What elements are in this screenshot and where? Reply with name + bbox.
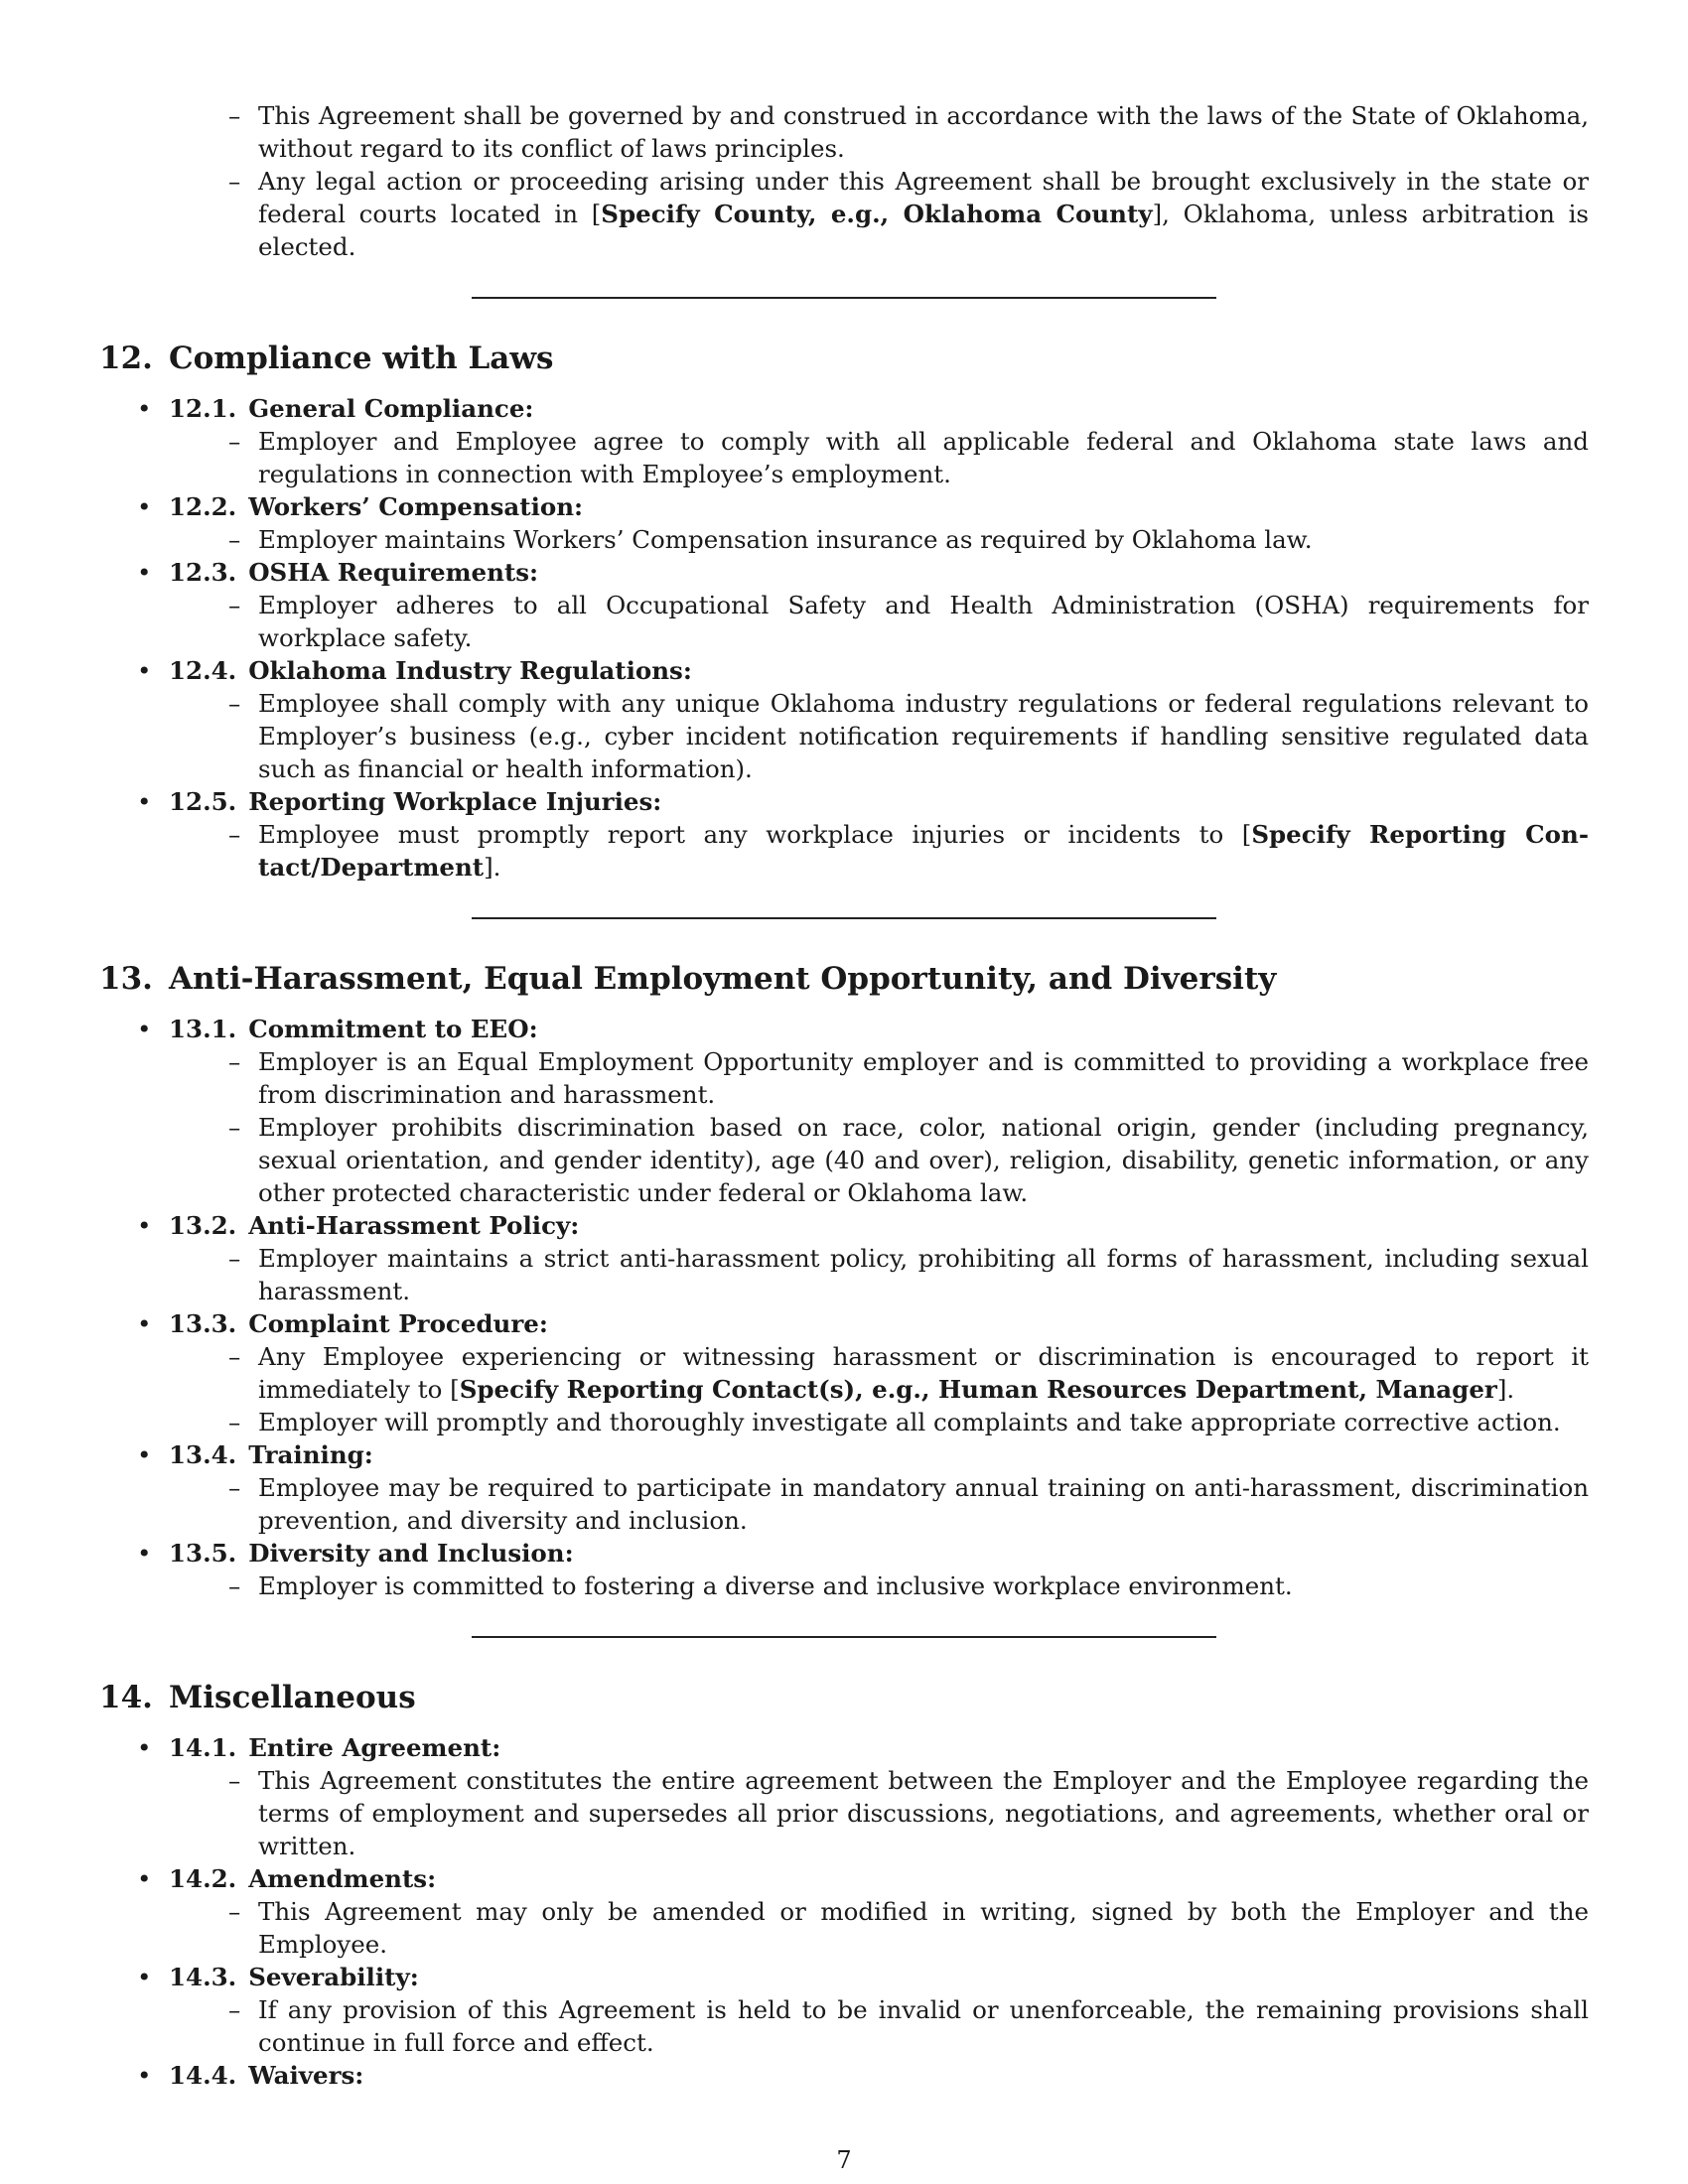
page-number: 7 xyxy=(836,2146,852,2174)
dash-marker: – xyxy=(228,167,241,196)
list-item xyxy=(99,2059,1589,2092)
item-heading xyxy=(169,1438,1589,1471)
item-heading xyxy=(169,1731,1589,1764)
placeholder-text: Specify County, e.g., Oklahoma County xyxy=(601,200,1153,228)
list-item xyxy=(99,556,1589,654)
section-divider xyxy=(472,297,1216,299)
item-heading xyxy=(169,1862,1589,1895)
sub-item xyxy=(228,687,1589,785)
item-number: 13.2. xyxy=(169,1211,237,1240)
item-number: 14.1. xyxy=(169,1733,237,1762)
list-item xyxy=(99,1438,1589,1537)
dash-marker: – xyxy=(228,1571,241,1600)
clause-text: ], Oklahoma, unless arbitration is elected. xyxy=(258,200,1589,261)
section-number: 12. xyxy=(99,341,153,376)
dash-marker: – xyxy=(228,101,241,130)
item-heading xyxy=(169,654,1589,687)
section-heading xyxy=(99,339,1589,378)
item-title: Workers’ Compensation: xyxy=(248,492,584,521)
bullet-icon: • xyxy=(137,492,152,521)
governing-law-clauses xyxy=(228,99,1589,263)
bullet-icon: • xyxy=(137,787,152,816)
item-heading xyxy=(169,2059,1589,2092)
bullet-icon: • xyxy=(137,1309,152,1338)
bullet-icon: • xyxy=(137,656,152,685)
item-title: Anti-Harassment Policy: xyxy=(248,1211,580,1240)
sub-item-list xyxy=(228,425,1589,490)
dash-marker: – xyxy=(228,1473,241,1502)
bullet-icon: • xyxy=(137,1963,152,1991)
item-number: 12.2. xyxy=(169,492,237,521)
section-title: Anti-Harassment, Equal Employment Opportunity, and Diversity xyxy=(168,961,1277,997)
clause-text: This Agreement shall be governed by and construed in accordance with the laws of the State of Oklahoma, without regard to its conflict of laws principles. xyxy=(258,101,1589,163)
sub-item-list xyxy=(228,1993,1589,2059)
sub-item xyxy=(228,1570,1589,1602)
bullet-icon: • xyxy=(137,1015,152,1043)
section-heading xyxy=(99,959,1589,999)
item-title: Severability: xyxy=(248,1963,419,1991)
dash-marker: – xyxy=(228,591,241,619)
list-item xyxy=(99,1209,1589,1307)
sub-item xyxy=(228,1340,1589,1406)
sub-item xyxy=(228,1895,1589,1961)
item-title: Amendments: xyxy=(248,1864,437,1893)
bullet-icon: • xyxy=(137,394,152,423)
dash-marker: – xyxy=(228,1047,241,1076)
list-item xyxy=(99,785,1589,884)
sub-item-list xyxy=(228,523,1589,556)
list-item xyxy=(99,1013,1589,1209)
clause-text: Employer will promptly and thoroughly investigate all complaints and take appropriate corrective action. xyxy=(258,1408,1561,1436)
item-title: Entire Agreement: xyxy=(248,1733,501,1762)
item-title: Commitment to EEO: xyxy=(248,1015,538,1043)
sub-item-list xyxy=(228,1340,1589,1438)
sub-item xyxy=(228,425,1589,490)
item-number: 12.1. xyxy=(169,394,237,423)
dash-marker: – xyxy=(228,1342,241,1371)
item-title: Complaint Procedure: xyxy=(248,1309,548,1338)
sub-item-list xyxy=(228,1471,1589,1537)
dash-marker: – xyxy=(228,1766,241,1795)
clause-text: Employer maintains Workers’ Compensation insurance as required by Oklahoma law. xyxy=(258,525,1313,554)
section-heading xyxy=(99,1678,1589,1717)
dash-marker: – xyxy=(228,1244,241,1273)
dash-marker: – xyxy=(228,1408,241,1436)
item-heading xyxy=(169,490,1589,523)
list-item xyxy=(99,490,1589,556)
placeholder-text: Specify Reporting Contact(s), e.g., Human Resources Department, Manager xyxy=(459,1375,1497,1404)
clause-text: Employer is an Equal Employment Opportunity employer and is committed to providing a workplace free from discrimination and harassment. xyxy=(258,1047,1589,1109)
dash-marker: – xyxy=(228,689,241,718)
bullet-icon: • xyxy=(137,1211,152,1240)
clause-text: Employee must promptly report any workplace injuries or incidents to [ xyxy=(258,820,1252,849)
sections-container xyxy=(99,339,1589,2092)
dash-marker: – xyxy=(228,1113,241,1142)
sub-item xyxy=(228,1764,1589,1862)
sub-item xyxy=(228,818,1589,884)
clause-text: Any Employee experiencing or witnessing harassment or discrimination is encouraged to report it immediately to [ xyxy=(258,1342,1589,1404)
clause-text: ]. xyxy=(1496,1375,1515,1404)
sub-item xyxy=(228,1471,1589,1537)
item-heading xyxy=(169,1961,1589,1993)
item-heading xyxy=(169,1537,1589,1570)
bullet-icon: • xyxy=(137,1539,152,1568)
item-heading xyxy=(169,392,1589,425)
item-number: 12.3. xyxy=(169,558,237,587)
list-item xyxy=(99,1731,1589,1862)
sub-item-list xyxy=(228,1242,1589,1307)
item-heading xyxy=(169,1013,1589,1045)
dash-marker: – xyxy=(228,525,241,554)
sub-item-list xyxy=(228,687,1589,785)
sub-item-list xyxy=(228,1045,1589,1209)
section-number: 14. xyxy=(99,1680,153,1715)
clause-text: Any legal action or proceeding arising under this Agreement shall be brought exclusively in the state or federal courts located in [ xyxy=(258,167,1589,228)
bullet-icon: • xyxy=(137,1440,152,1469)
sub-item-list xyxy=(228,1895,1589,1961)
clause-text: Employer is committed to fostering a diverse and inclusive workplace environment. xyxy=(258,1571,1293,1600)
dash-marker: – xyxy=(228,1897,241,1926)
sub-item-list xyxy=(228,818,1589,884)
item-heading xyxy=(169,1209,1589,1242)
list-item xyxy=(99,654,1589,785)
clause-text: Employer maintains a strict anti-harassment policy, prohibiting all forms of harassment, including sexual harassment. xyxy=(258,1244,1589,1305)
item-number: 14.3. xyxy=(169,1963,237,1991)
sub-item-list xyxy=(228,1570,1589,1602)
list-item xyxy=(99,1537,1589,1602)
item-title: OSHA Requirements: xyxy=(248,558,539,587)
sub-item xyxy=(228,1993,1589,2059)
bullet-icon: • xyxy=(137,1864,152,1893)
sub-item xyxy=(228,1045,1589,1111)
item-title: Reporting Workplace Injuries: xyxy=(248,787,662,816)
bullet-icon: • xyxy=(137,1733,152,1762)
clause-text: Employee may be required to participate in mandatory annual training on anti-harassment, discrimination prevention, and diversity and inclusion. xyxy=(258,1473,1589,1535)
item-number: 13.4. xyxy=(169,1440,237,1469)
sub-item xyxy=(228,589,1589,654)
item-number: 14.4. xyxy=(169,2061,237,2090)
section-divider xyxy=(472,917,1216,919)
clause-text: Employer adheres to all Occupational Safety and Health Administration (OSHA) requirements for workplace safety. xyxy=(258,591,1589,652)
item-title: Diversity and Inclusion: xyxy=(248,1539,574,1568)
list-item xyxy=(99,392,1589,490)
sub-item xyxy=(228,99,1589,165)
clause-text: Employer prohibits discrimination based on race, color, national origin, gender (including pregnancy, sexual orientation, and gender identity), age (40 and over), religion, disability, genetic information, or any other protected characteristic under federal or Oklahoma law. xyxy=(258,1113,1589,1207)
section-title: Compliance with Laws xyxy=(168,341,554,376)
list-item xyxy=(99,1307,1589,1438)
dash-marker: – xyxy=(228,1995,241,2024)
list-item xyxy=(99,1961,1589,2059)
item-title: Waivers: xyxy=(248,2061,364,2090)
placeholder-text: Specify Reporting Contact/Department xyxy=(258,820,1589,882)
bullet-icon: • xyxy=(137,558,152,587)
sub-item-list xyxy=(228,1764,1589,1862)
clause-text: Employer and Employee agree to comply with all applicable federal and Oklahoma state laws and regulations in connection with Employee’s employment. xyxy=(258,427,1589,488)
sub-item-list xyxy=(228,589,1589,654)
item-heading xyxy=(169,556,1589,589)
clause-text: ]. xyxy=(484,853,501,882)
section-divider xyxy=(472,1636,1216,1638)
clause-text: If any provision of this Agreement is held to be invalid or unenforceable, the remaining provisions shall continue in full force and effect. xyxy=(258,1995,1589,2057)
sub-item xyxy=(228,523,1589,556)
item-number: 14.2. xyxy=(169,1864,237,1893)
section-number: 13. xyxy=(99,961,153,997)
item-number: 13.5. xyxy=(169,1539,237,1568)
dash-marker: – xyxy=(228,820,241,849)
clause-text: This Agreement may only be amended or modified in writing, signed by both the Employer and the Employee. xyxy=(258,1897,1589,1959)
item-title: Training: xyxy=(248,1440,373,1469)
item-number: 13.1. xyxy=(169,1015,237,1043)
list-item xyxy=(99,1862,1589,1961)
sub-item xyxy=(228,165,1589,263)
section-title: Miscellaneous xyxy=(168,1680,416,1715)
item-title: Oklahoma Industry Regulations: xyxy=(248,656,692,685)
sub-item xyxy=(228,1242,1589,1307)
sub-item xyxy=(228,1406,1589,1438)
clause-text: Employee shall comply with any unique Oklahoma industry regulations or federal regulations relevant to Employer’s business (e.g., cyber incident notification requirements if handling sensitive regulated data such as financial or health information). xyxy=(258,689,1589,783)
clause-text: This Agreement constitutes the entire agreement between the Employer and the Employee regarding the terms of employment and supersedes all prior discussions, negotiations, and agreements, whether oral or written. xyxy=(258,1766,1589,1860)
item-heading xyxy=(169,1307,1589,1340)
item-number: 12.5. xyxy=(169,787,237,816)
item-heading xyxy=(169,785,1589,818)
item-title: General Compliance: xyxy=(248,394,534,423)
document-body xyxy=(99,99,1589,2092)
bullet-icon: • xyxy=(137,2061,152,2090)
sub-item xyxy=(228,1111,1589,1209)
item-number: 12.4. xyxy=(169,656,237,685)
dash-marker: – xyxy=(228,427,241,456)
item-number: 13.3. xyxy=(169,1309,237,1338)
